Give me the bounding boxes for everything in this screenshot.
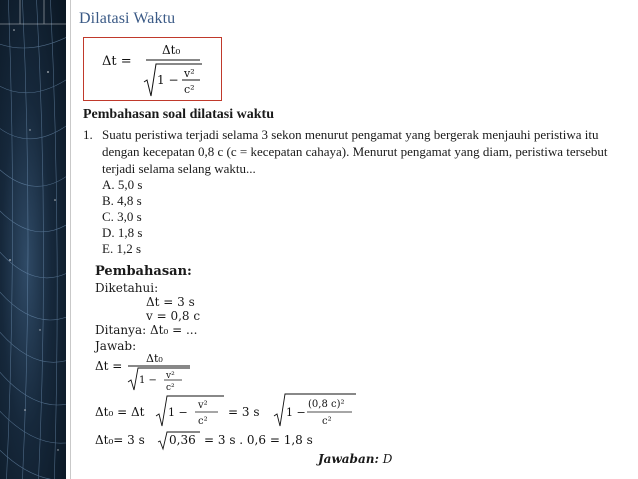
answer-value: D [382, 452, 393, 466]
eq2-frac-num: (0,8 c)² [308, 399, 345, 410]
eq2-v2: v² [198, 400, 208, 411]
eq3-lhs: Δt₀= 3 s [95, 433, 145, 447]
main-formula-box [83, 37, 222, 101]
ditanya-line: Ditanya: Δt₀ = ... [95, 323, 198, 337]
equation-2 [94, 392, 364, 430]
formula-root-one: 1 − [157, 73, 179, 87]
eq2-root-one-b: 1 − [286, 406, 306, 419]
eq1-root-one: 1 − [139, 375, 157, 386]
option-b: B. 4,8 s [102, 193, 142, 208]
eq2-mid: = 3 s [228, 405, 260, 419]
option-e: E. 1,2 s [102, 241, 141, 256]
formula-numerator: Δt₀ [162, 43, 181, 57]
option-a: A. 5,0 s [102, 177, 143, 192]
eq2-c2: c² [198, 416, 208, 427]
eq1-v2: v² [166, 371, 175, 381]
problem-options [102, 177, 631, 257]
option-d: D. 1,8 s [102, 225, 143, 240]
decorative-side-band [0, 0, 66, 479]
eq2-root-one: 1 − [168, 406, 188, 419]
eq3-root-value: 0,36 [169, 433, 196, 447]
given-velocity: v = 0,8 c [146, 309, 201, 323]
given-delta-t: Δt = 3 s [146, 295, 195, 309]
section-heading: Pembahasan soal dilatasi waktu [83, 107, 274, 122]
formula-v2: v² [184, 67, 195, 80]
eq1-lhs: Δt = [95, 359, 123, 373]
jawab-label: Jawab: [95, 339, 137, 353]
solution-heading: Pembahasan: [95, 264, 192, 279]
diketahui-label: Diketahui: [95, 281, 159, 295]
eq3-result: = 3 s . 0,6 = 1,8 s [204, 433, 313, 447]
answer-line [318, 452, 392, 466]
problem-block [83, 126, 631, 257]
page-title: Dilatasi Waktu [79, 10, 176, 27]
problem-number: 1. [83, 127, 93, 142]
formula-c2: c² [184, 83, 195, 96]
equation-1 [94, 350, 204, 392]
band-divider-line [70, 0, 71, 479]
problem-text: Suatu peristiwa terjadi selama 3 sekon menurut pengamat yang bergerak menjauhi peristiwa itu dengan kecepatan 0,8 c (c = kecepatan cahaya). Menurut pengamat yang diam, peristiwa tersebut terjadi selama selang waktu... [102, 127, 608, 176]
eq2-frac-den: c² [322, 416, 332, 427]
eq1-c2: c² [166, 383, 175, 392]
eq1-numerator: Δt₀ [146, 352, 163, 365]
answer-label: Jawaban: [318, 452, 379, 466]
eq2-lhs: Δt₀ = Δt [95, 405, 145, 419]
equation-3 [94, 430, 334, 452]
option-c: C. 3,0 s [102, 209, 142, 224]
formula-lhs: Δt = [102, 54, 132, 69]
